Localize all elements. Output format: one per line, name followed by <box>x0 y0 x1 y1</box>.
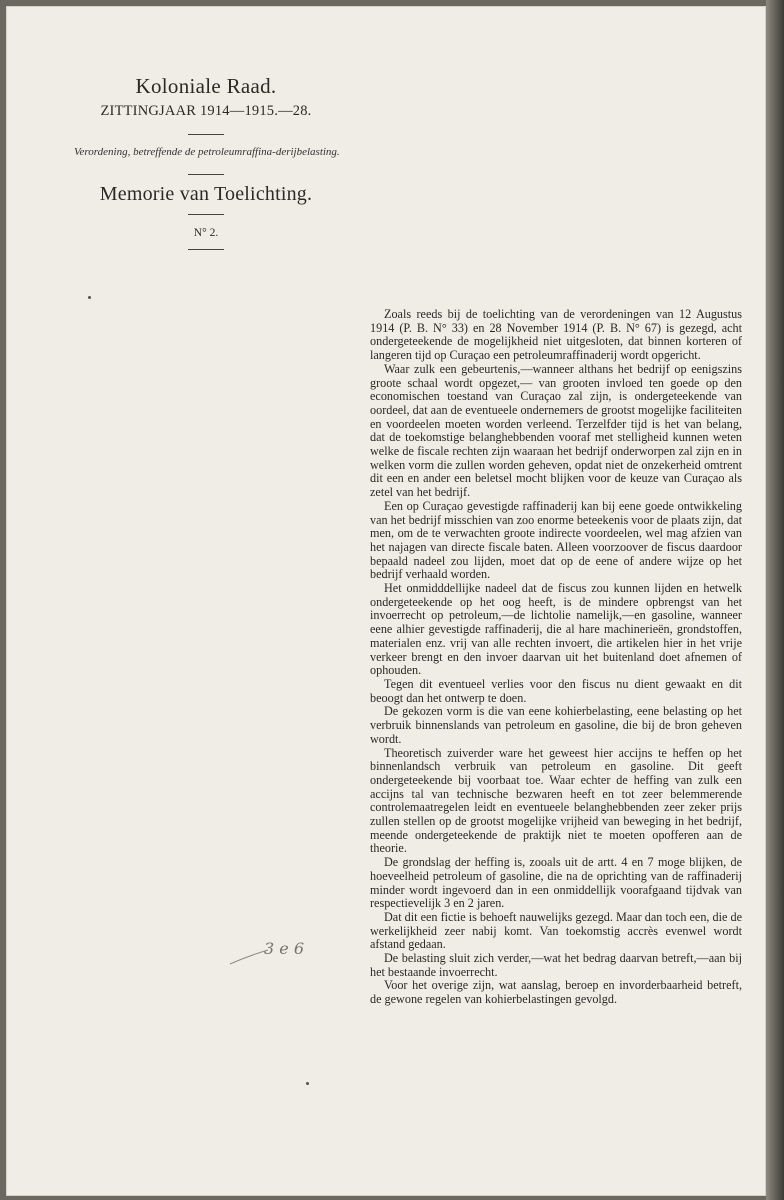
pencil-annotation <box>228 922 318 972</box>
paragraph: De belasting sluit zich verder,—wat het bedrag daarvan betreft,—aan bij het bestaande invoerrecht. <box>370 951 742 979</box>
paragraph: Tegen dit eventueel verlies voor den fiscus nu dient gewaakt en dit beoogt dan het ontwerp te doen. <box>370 676 742 705</box>
paragraph: Een op Curaçao gevestigde raffinaderij kan bij eene goede ontwikkeling van het bedrijf misschien van zoo enorme beteekenis voor de plaats zijn, dat men, om de te verwachten groote indirecte voordeelen, wel mag afzien van het najagen van directe fiscale baten. Alleen voorzoover de fiscus daardoor bepaald nadeel zou lijden, moet dat op de eene of andere wijze op het bedrijf verhaald worden. <box>370 498 742 582</box>
speck <box>306 1082 309 1085</box>
council-title: Koloniale Raad. <box>135 74 277 98</box>
annotation-text: 3 e 6 <box>264 939 304 958</box>
divider <box>188 134 224 135</box>
document-number: N° 2. <box>193 227 219 239</box>
page-edge-shadow <box>766 0 784 1200</box>
divider <box>188 249 224 250</box>
paragraph: De gekozen vorm is die van eene kohierbelasting, eene belasting op het verbruik binnenslands van petroleum en gasoline, die bij de bron geheven wordt. <box>370 704 742 746</box>
paragraph: De grondslag der heffing is, zooals uit de artt. 4 en 7 moge blijken, de hoeveelheid petroleum of gasoline, die na de oprichting van de raffinaderij minder wordt ingevoerd dan in een onmiddellijk voorafgaand tijdvak van respectievelijk 3 en 2 jaren. <box>370 855 742 911</box>
document-header <box>70 74 342 250</box>
divider <box>188 174 224 175</box>
speck <box>88 296 91 299</box>
subject-line: Verordening, betreffende de petroleumraffina-derijbelasting. <box>74 146 340 158</box>
divider <box>188 214 224 215</box>
session-line: ZITTINGJAAR 1914—1915.—28. <box>100 103 312 119</box>
paragraph: Dat dit een fictie is behoeft nauwelijks gezegd. Maar dan toch een, die de werkelijkheid zeer nabij komt. Van toekomstig accrès evenwel wordt afstand gedaan. <box>370 909 742 952</box>
memorandum-body <box>370 308 742 1007</box>
paragraph: Voor het overige zijn, wat aanslag, beroep en invorderbaarheid betreft, de gewone regelen van kohierbelastingen gevolgd. <box>370 978 742 1007</box>
paragraph: Waar zulk een gebeurtenis,—wanneer althans het bedrijf op eenigszins groote schaal wordt opgezet,— van grooten invloed ten goede op den economischen toestand van Curaçao zal zijn, is ondergeteekende van oordeel, dat aan de eventueele ondernemers de grootst mogelijke faciliteiten en voordeelen moeten worden verleend. Terzelfder tijd is het van belang, dat de toekomstige belanghebbenden vooraf met stelligheid kunnen weten welke de fiscale rechten zijn waaraan het bedrijf onderworpen zal zijn en in welken vorm die zullen worden geheven, opdat niet de onzekerheid omtrent dit een en ander een beletsel mocht blijken voor de keuze van Curaçao als zetel van het bedrijf. <box>370 361 742 500</box>
paragraph: Zoals reeds bij de toelichting van de verordeningen van 12 Augustus 1914 (P. B. N° 33) en 28 November 1914 (P. B. N° 67) is gezegd, acht ondergeteekende de mogelijkheid niet uitgesloten, dat binnen korteren of langeren tijd op Curaçao een petroleumraffinaderij wordt opgericht. <box>370 307 742 363</box>
paragraph: Theoretisch zuiverder ware het geweest hier accijns te heffen op het binnenlandsch verbruik van petroleum en gasoline. Dit geeft ondergeteekende bij voorbaat toe. Waar echter de heffing van zulk een accijns tal van technische bezwaren heeft en tot zeer belemmerende controlemaatregelen leidt en eventueele belanghebbenden zeer zeker prijs zullen stellen op de grootst mogelijke vrijheid van beweging in het bedrijf, meende ondergeteekende de praktijk niet te moeten opofferen aan de theorie. <box>370 745 742 856</box>
document-title: Memorie van Toelichting. <box>99 183 313 205</box>
paragraph: Het onmidddellijke nadeel dat de fiscus zou kunnen lijden en hetwelk ondergeteekende op het oog heeft, is de mindere opbrengst van het invoerrecht op petroleum,—de lichtolie namelijk,—en gasoline, wanneer eene alhier gevestigde raffinaderij, die al hare machinerieën, grondstoffen, materialen enz. vrij van alle rechten invoert, die artikelen hier in het vrije verkeer brengt en den invoer daarvan uit het buitenland doet afnemen of ophouden. <box>370 581 742 678</box>
